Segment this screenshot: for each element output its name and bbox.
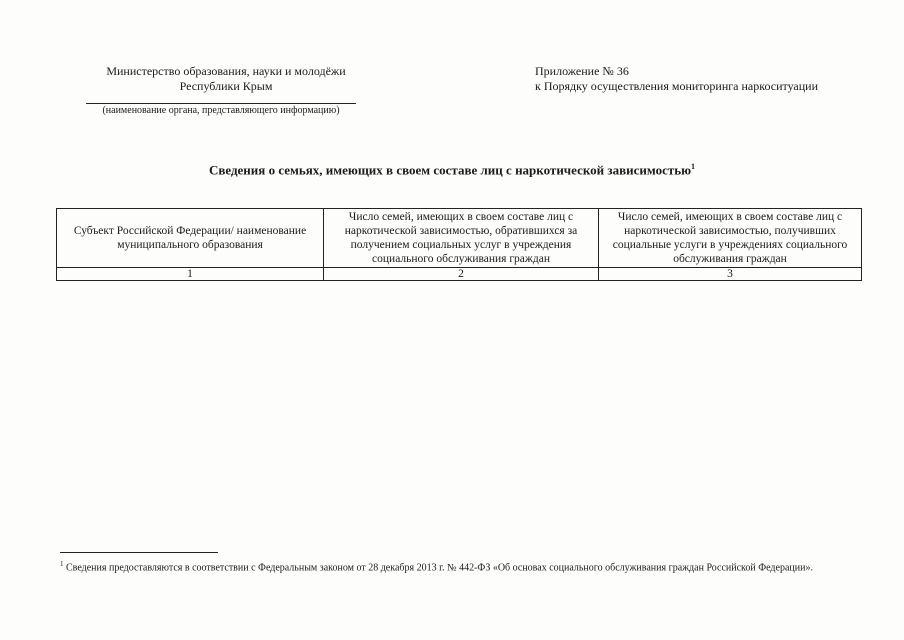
organization-underline [86, 103, 356, 104]
appendix-number: Приложение № 36 [535, 64, 629, 78]
data-table [56, 208, 862, 281]
appendix-reference: к Порядку осуществления мониторинга наркоситуации [535, 79, 819, 93]
organization-caption: (наименование органа, представляющего информацию) [102, 105, 340, 116]
column-number-2: 2 [324, 268, 599, 281]
footnote-mark: 1 [60, 560, 64, 568]
appendix-block [535, 64, 818, 94]
organization-name-line1: Министерство образования, науки и молодёжи [106, 64, 346, 78]
organization-block [86, 64, 366, 117]
title-footnote-mark: 1 [691, 162, 696, 171]
table-header-applied: Число семей, имеющих в своем составе лиц с наркотической зависимостью, обратившихся за получением социальных услуг в учреждения социального обслуживания граждан [324, 209, 599, 268]
document-title-text: Сведения о семьях, имеющих в своем составе лиц с наркотической зависимостью [208, 162, 692, 178]
table-header-subject: Субъект Российской Федерации/ наименование муниципального образования [57, 209, 324, 268]
organization-name-line2: Республики Крым [179, 79, 273, 93]
footnote-text: Сведения предоставляются в соответствии с Федеральным законом от 28 декабря 2013 г. № 442-ФЗ «Об основах социального обслуживания граждан Российской Федерации». [66, 562, 813, 574]
table-header-row [57, 209, 862, 268]
footnote [60, 558, 850, 574]
table-header-received: Число семей, имеющих в своем составе лиц с наркотической зависимостью, получивших социальные услуги в учреждениях социального обслуживания граждан [599, 209, 862, 268]
document-title [0, 162, 904, 178]
column-number-1: 1 [57, 268, 324, 281]
footnote-separator [60, 552, 218, 553]
column-number-3: 3 [599, 268, 862, 281]
table-column-number-row [57, 268, 862, 281]
